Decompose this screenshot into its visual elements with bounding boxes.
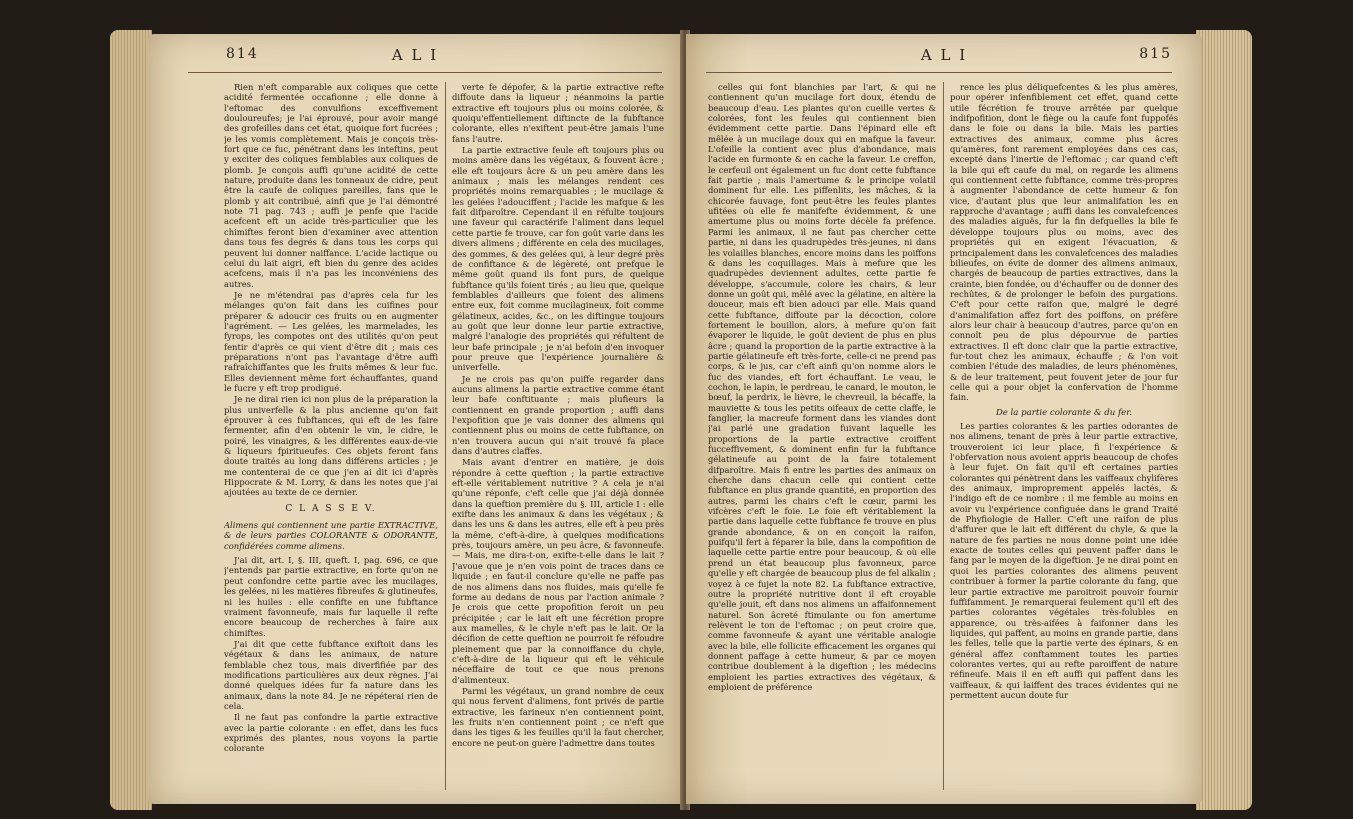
left-page xyxy=(148,34,682,804)
header-rule xyxy=(706,72,1172,73)
paragraph: J'ai dit, art. I, §. III, queft. I, pag. 696, ce que j'entends par partie extractive, en forte qu'on ne peut confondre cette partie avec les mucilages, les gelées, ni les matières fibreufes & glutineufes, ni les huiles : elle confifte en une fubftance vraiment favonneufe, mais fur laquelle il refte encore beaucoup de recherches à faire aux chimiftes. xyxy=(224,555,438,638)
header-rule xyxy=(188,72,662,73)
paragraph: verte fe dépofer, & la partie extractive refte diffoute dans la liqueur ; néanmoins la partie extractive eft toujours plus ou moins colorée, & quoiqu'effentiellement diftincte de la fubftance colorante, elles n'exiftent peut-être jamais l'une fans l'autre. xyxy=(452,82,664,144)
running-head: A L I xyxy=(920,46,968,64)
paragraph: Je ne crois pas qu'on puiffe regarder dans aucuns alimens la partie extractive comme étant leur bafe conftituante ; mais plufieurs la contiennent en grande proportion ; auffi dans l'expofition que je vais donner des alimens qui contiennent plus ou moins de cette fubftance, on n'en trouvera aucun qui n'ait trouvé fa place dans d'autres claffes. xyxy=(452,373,664,457)
paragraph: Rien n'eft comparable aux coliques que cette acidité fermentée occafionne ; elle donne à l'eftomac des convulfions exceffivement douloureufes; je l'ai éprouvé, pour avoir mangé des grofeilles dans cet état, quoique fort fucrées ; je les vomis complètement. Mais je conçois très-fort que ce fuc, pénétrant dans les inteftins, peut y exciter des coliques femblables aux coliques de plomb. Je conçois auffi qu'une acidité de cette nature, produite dans les tonneaux de cidre, peut être la caufe de coliques pareilles, fans que le plomb y ait contribué, ainfi que je l'ai démontré note 71 pag. 743 ; auffi je penfe que l'acide acefcent eft un acide très-particulier que les chimiftes feront bien d'examiner avec attention dans tous fes degrés & dans tous les corps qui peuvent lui donner naiffance. L'acide lactique ou celui du lait aigri, eft bien du genre des acides acefcens, mais il n'a pas les inconvéniens des autres. xyxy=(224,82,438,289)
right-page xyxy=(686,34,1202,804)
left-page-header xyxy=(148,46,682,68)
paragraph: Mais avant d'entrer en matière, je dois répondre à cette queftion ; la partie extractive eft-elle véritablement nutritive ? A cela je n'ai qu'une réponfe, c'eft celle que j'ai déjà donnée dans la queftion première du §. III, article I : elle exifte dans les animaux & dans les végétaux ; & dans les uns & dans les autres, elle eft à peu près la même, c'eft-à-dire, à quelques modifications près, toujours amère, un peu âcre, & favonneufe. — Mais, me dira-t-on, exifte-t-elle dans le lait ? J'avoue que je n'en vois point de traces dans ce liquide ; en faut-il conclure qu'elle ne paffe pas de nos alimens dans nos fluides, mais qu'elle fe forme au dedans de nous par l'action animale ? Je crois que cette propofition feroit un peu précipitée ; car le lait eft une fécrétion propre aux mamelles, & le chyle n'eft pas le lait. Or la décifion de cette queftion ne pourroit fe réfoudre pleinement que par la connoiffance du chyle, c'eft-à-dire de la liqueur qui eft le véhicule néceffaire de tout ce que nous prenons d'alimenteux. xyxy=(452,457,664,685)
paragraph: rence les plus déliquefcentes & les plus amères, pour opérer infenfiblement cet effet, quand cette utile fécrétion fe trouve arrêtée par quelque indifpofition, dont le fiège ou la caufe font fuppofés dans le foie ou dans la bile. Mais les parties extractives des animaux, comme plus âcres qu'amères, font rarement employées dans ces cas, excepté dans l'inertie de l'eftomac ; car quand c'eft la bile qui eft caufe du mal, on regarde les alimens qui contiennent cette fubftance, comme très-propres à augmenter l'abondance de cette humeur & fon vice, d'autant plus que leur animalifation les en rapproche d'avantage ; auffi dans les convalefcences des maladies aiguës, fur la fin defquelles la bile fe développe toujours plus ou moins, avec des propriétés qui en exigent l'évacuation, & principalement dans les convalefcences des maladies bilieufes, on évite de donner des alimens animaux, chargés de beaucoup de parties extractives, dans la crainte, bien fondée, ou d'échauffer ou de donner des rechûtes, & de prolonger le befoin des purgations. C'eft pour cette raifon que, malgré le degré d'animalifation affez fort des poiffons, on préfère alors leur chair à beaucoup d'autres, parce qu'on en connoît peu de plus dépourvue de parties extractives. Il eft donc clair que la partie extractive, fur-tout chez les animaux, échauffe ; & l'on voit combien l'étude des maladies, de leurs phénomènes, & de leur traitement, peut fouvent jeter de jour fur celle qui a pour objet la confervation de l'homme fain. xyxy=(950,82,1178,403)
paragraph: Je ne m'étendrai pas d'après cela fur les mélanges qu'on fait dans les cuifines pour préparer & adoucir ces fruits ou en augmenter l'agrément. — Les gelées, les marmelades, les fyrops, les compotes ont des utilités qu'on peut fentir d'après ce qui vient d'être dit ; mais ces préparations n'ont pas l'avantage d'être auffi rafraîchiffantes que les fruits mêmes & leur fuc. Elles deviennent même fort échauffantes, quand le fucre y eft trop prodigué. xyxy=(224,289,438,393)
right-column-2 xyxy=(950,82,1178,790)
column-divider xyxy=(445,82,446,790)
paragraph: Je ne dirai rien ici non plus de la préparation la plus univerfelle & la plus ancienne qu'on fait éprouver à ces fubftances, qui eft de les faire fermenter, afin d'en obtenir le vin, le cidre, le poiré, les vinaigres, & les différentes eaux-de-vie & liqueurs fpiritueufes. Ces objets feront fans doute traités au long dans différens articles ; je me contenterai de ce que j'en ai dit ici d'après Hippocrate & M. Lorry, & dans les notes que j'ai ajoutées au texte de ce dernier. xyxy=(224,394,438,498)
right-page-header xyxy=(686,46,1202,68)
page-number: 815 xyxy=(1139,46,1172,62)
paragraph: Parmi les végétaux, un grand nombre de ceux qui nous fervent d'alimens, font privés de partie extractive, les farineux n'en contiennent point, les fruits n'en contiennent point ; ce n'eft que dans les tiges & les feuilles qu'il la faut chercher, encore ne peut-on guère l'admettre dans toutes xyxy=(452,685,664,748)
paragraph: Il ne faut pas confondre la partie extractive avec la partie colorante : en effet, dans les fucs exprimés des plantes, nous voyons la partie colorante xyxy=(224,712,438,754)
section-heading: C L A S S E V. xyxy=(285,503,377,514)
right-page-edges xyxy=(1196,30,1252,810)
paragraph: La partie extractive feule eft toujours plus ou moins amère dans les végétaux, & fouvent âcre ; elle eft toujours âcre & un peu amère dans les animaux ; mais les mélanges rendent ces propriétés moins remarquables ; le mucilage & les gelées l'adouciffent ; l'acide les mafque & les fait difparoître. Cependant il en réfulte toujours une faveur qui caractérife l'aliment dans lequel cette partie fe trouve, car fon goût varie dans les divers alimens ; différente en cela des mucilages, des gommes, & des gelées qui, à leur degré près de confiftance & de légèreté, ont prefque le même goût quand ils font purs, de quelque fubftance qu'ils foient tirés ; au lieu que, quelque femblables d'ailleurs que foient des alimens entre eux, foit comme mucilagineux, foit comme gélatineux, acides, &c., on les diftingue toujours au goût que leur donne leur partie extractive, malgré l'analogie des propriétés qui réfultent de leur bafe principale ; je n'ai befoin d'en invoquer pour preuve que l'expérience journalière & univerfelle. xyxy=(452,145,664,373)
left-page-edges xyxy=(110,30,152,810)
section-subheading: Alimens qui contiennent une partie EXTRACTIVE, & de leurs parties COLORANTE & ODORANTE, confidérées comme alimens. xyxy=(224,520,438,551)
right-column-1 xyxy=(708,82,936,790)
paragraph: J'ai dit que cette fubftance exiftoit dans les végétaux & dans les animaux, de nature femblable chez tous, mais diverfifiée par des modifications particulières aux deux règnes. J'ai donné quelques idées fur fa nature dans les animaux, dans la note 84. Je ne répéterai rien de cela. xyxy=(224,638,438,711)
page-number: 814 xyxy=(226,46,259,62)
paragraph: celles qui font blanchies par l'art, & qui ne contiennent qu'un mucilage fort doux, étendu de beaucoup d'eau. Les plantes qu'on cueille vertes & colorées, font les feules qui contiennent bien évidemment cette partie. Dans l'épinard elle eft mêlée à un mucilage doux qui en mafque la faveur. L'ofeille la contient avec plus d'abondance, mais l'acide en furmonte & en cache la faveur. Le creffon, le cerfeuil ont également un fuc dont cette fubftance fait partie ; mais l'amertume & le principe volatil dominent fur elle. Les piffenlits, les mâches, & la chicorée fauvage, font peut-être les feules plantes ufitées où elle fe manifefte évidemment, & une amertume plus ou moins forte décèle fa préfence. Parmi les animaux, il ne faut pas chercher cette partie, ni dans les quadrupèdes très-jeunes, ni dans les volailles blanches, encore moins dans les poiffons & dans les coquillages. Mais à mefure que les quadrupèdes deviennent adultes, cette partie fe développe, s'accumule, colore les chairs, & leur donne un goût qui, mêlé avec la gélatine, en altère la douceur, mais eft bien adouci par elle. Mais quand cette fubftance, diffoute par la décoction, colore fortement le bouillon, alors, à mefure qu'on fait évaporer le liquide, le goût devient de plus en plus âcre ; quand la proportion de la partie extractive à la partie gélatineufe eft très-forte, celle-ci ne prend pas corps, & le jus, car c'eft ainfi qu'on nomme alors le fuc des viandes, eft fort échauffant. Le veau, le cochon, le lapin, le perdreau, le canard, le mouton, le bœuf, la perdrix, le lièvre, le chevreuil, la bécaffe, la mauviette & tous les petits oifeaux de cette claffe, le fanglier, la macreufe forment dans les viandes dont j'ai parlé une gradation fuivant laquelle les proportions de la partie extractive croiffent fucceffivement, & dominent enfin fur la fubftance gélatineufe au point de la faire totalement difparoître. Mais fi entre les parties des animaux on cherche dans chacun celle qui contient cette fubftance en plus grande quantité, en proportion des autres, parmi les chairs c'eft le cœur, parmi les vifcères c'eft le foie. Le foie eft véritablement la partie dans laquelle cette fubftance fe trouve en plus grande abondance, & on en conçoit la raifon, puifqu'il fert à féparer la bile, dans la compofition de laquelle cette partie entre pour beaucoup, & où elle prend un état beaucoup plus favonneux, parce qu'elle y eft chargée de beaucoup plus de fel alkalin ; voyez à ce fujet la note 82. La fubftance extractive, outre la propriété nutritive dont il eft croyable qu'elle jouit, eft dans nos alimens un affaifonnement naturel. Son âcreté ftimulante ou fon amertume relèvent le ton de l'eftomac ; on peut croire que, comme favonneufe & ayant une véritable analogie avec la bile, elle follicite efficacement les organes qui donnent paffage à cette humeur, & par ce moyen contribue doublement à la digeftion ; les médecins emploient les parties extractives des végétaux, & emploient de préférence xyxy=(708,82,936,692)
left-column-2 xyxy=(452,82,664,790)
paragraph: Les parties colorantes & les parties odorantes de nos alimens, tenant de près à leur partie extractive, trouveroient ici leur place, fi l'expérience & l'obfervation nous avoient appris beaucoup de chofes à leur fujet. On fait qu'il eft certaines parties colorantes qui pénètrent dans les vaiffeaux chylifères des animaux, improprement appelés lactés, & l'indigo eft de ce nombre : il me femble au moins en avoir vu l'expérience configuée dans le grand Traité de Phyfiologie de Haller. C'eft une raifon de plus d'affurer que le lait eft différent du chyle, & que la nature de fes parties ne nous donne point une idée exacte de toutes celles qui peuvent paffer dans le fang par le moyen de la digeftion. Je ne dirai point en quoi les parties colorantes des alimens peuvent contribuer à former la partie colorante du fang, que leur partie extractive me paroitroit pouvoir fournir fuffifamment. Je remarquerai feulement qu'il eft des parties colorantes végétales très-folubles en apparence, ou très-aifées à faifonner dans les liquides, qui paffent, au moins en grande partie, dans les felles, telle que la partie verte des épinars, & en général affez conftamment toutes les parties colorantes vertes, qui au refte paroiffent de nature réfineufe. Mais il en eft auffi qui paffent dans les vaiffeaux, & qui laiffent des traces évidentes qui ne permettent aucun doute fur xyxy=(950,421,1178,700)
left-column-1 xyxy=(224,82,438,790)
column-divider xyxy=(943,82,944,790)
running-head: A L I xyxy=(391,46,439,64)
section-heading: De la partie colorante & du fer. xyxy=(995,407,1133,418)
